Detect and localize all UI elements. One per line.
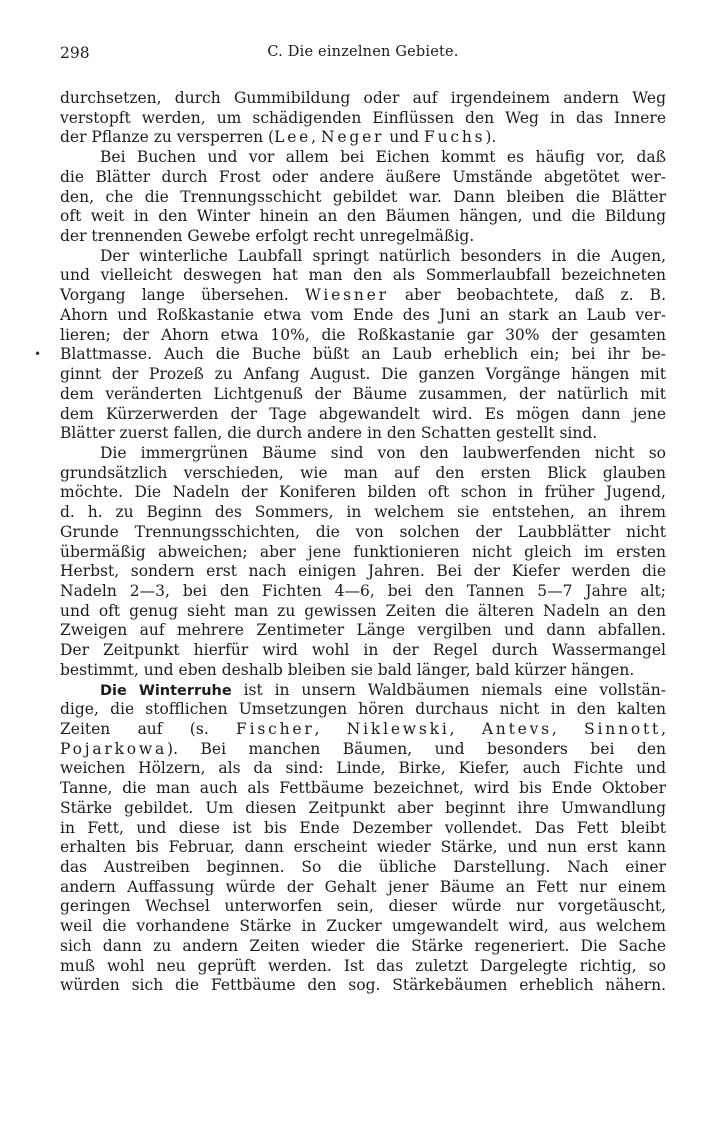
author-name: Niklewski [346,720,450,738]
text-line [60,543,666,563]
text-line [60,917,666,937]
text-run: Zweigen auf mehrere Zentimeter Länge vergilben und dann abfallen. [60,621,666,640]
text-line [60,89,666,109]
author-name: Antevs [481,720,552,738]
text-run: d. h. zu Beginn des Sommers, in welchem sie entstehen, an ihrem [60,503,666,522]
text-run: würden sich die Fettbäume den sog. Stärkebäumen erheblich nähern. [60,976,666,995]
text-run: oft weit in den Winter hinein an den Bäumen hängen, und die Bildung [60,207,666,226]
text-run: und [384,128,425,147]
text-run: weichen Hölzern, als da sind: Linde, Birke, Kiefer, auch Fichte und [60,759,666,778]
text-run: Grunde Trennungsschichten, die von solchen der Laubblätter nicht [60,522,666,541]
text-line [60,858,666,878]
text-line [34,345,666,365]
text-line [60,424,666,444]
text-line [60,503,666,523]
text-run: muß wohl neu geprüft werden. Ist das zuletzt Dargelegte richtig, so [60,956,666,975]
text-line [60,365,666,385]
text-run: Der Zeitpunkt hierfür wird wohl in der Regel durch Wassermangel [60,641,666,660]
body-text [34,89,666,996]
text-run: ginnt der Prozeß zu Anfang August. Die ganzen Vorgänge hängen mit [60,365,666,384]
text-run: , [449,720,482,738]
bold-term: Die Winterruhe [100,682,232,699]
text-run: Stärke gebildet. Um diesen Zeitpunkt aber beginnt ihre Umwandlung [60,798,666,817]
text-run: den, che die Trennungsschicht gebildet war. Dann bleiben die Blätter [60,187,666,206]
text-run: Ahorn und Roßkastanie etwa vom Ende des Juni an stark an Laub ver- [60,305,666,324]
text-line [60,602,666,622]
text-run: und vielleicht deswegen hat man den als Sommerlaubfall bezeichneten [60,266,666,285]
text-line [60,306,666,326]
text-line [60,385,666,405]
book-page [34,44,666,995]
text-run: Bei Buchen und vor allem bei Eichen kommt es häufig vor, daß [100,148,666,167]
running-title: C. Die einzelnen Gebiete. [267,44,459,60]
text-line [60,286,666,306]
text-run: bestimmt, und eben deshalb bleiben sie bald länger, bald kürzer hängen. [60,660,635,679]
text-line [60,779,666,799]
text-line [60,207,666,227]
text-run: erhalten bis Februar, dann erscheint wieder Stärke, und nun erst kann [60,838,666,857]
text-run: Vorgang lange übersehen. [60,286,305,305]
text-run: , [314,720,347,738]
text-line [60,681,666,701]
text-line [60,326,666,346]
text-line [60,897,666,917]
text-run: der trennenden Gewebe erfolgt recht unregelmäßig. [60,227,475,246]
text-line [60,838,666,858]
text-run: Tanne, die man auch als Fettbäume bezeichnet, wird bis Ende Oktober [60,779,666,798]
text-run: die Blätter durch Frost oder andere äußere Umstände abgetötet wer- [60,167,666,186]
text-line [60,483,666,503]
text-line [60,405,666,425]
text-line [60,641,666,661]
author-name: Wiesner [304,286,389,305]
text-run: möchte. Die Nadeln der Koniferen bilden oft schon in früher Jugend, [60,483,666,502]
author-name: Lee [274,128,312,147]
text-run: geringen Wechsel unterworfen sein, dieser würde nur vorgetäuscht, [60,897,666,916]
text-run: verstopft werden, um schädigenden Einflüssen den Weg in das Innere [60,108,666,127]
text-line [60,621,666,641]
text-run: dige, die stofflichen Umsetzungen hören durchaus nicht in den kalten [60,700,666,719]
text-run: , [311,128,322,147]
text-line [60,976,666,996]
text-run: , [551,720,585,738]
text-run: dem veränderten Lichtgenuß der Bäume zusammen, der natürlich mit [60,384,666,403]
text-line [60,799,666,819]
author-name: Fuchs [424,128,486,147]
text-run: das Austreiben beginnen. So die übliche Darstellung. Nach einer [60,858,666,877]
text-run: der Pflanze zu versperren ( [60,128,275,147]
text-run: durchsetzen, durch Gummibildung oder auf irgendeinem andern Weg [60,89,666,107]
page-number: 298 [60,44,90,62]
text-run: und oft genug sieht man zu gewissen Zeiten die älteren Nadeln an den [60,601,666,620]
text-line [60,227,666,247]
text-line [60,464,666,484]
text-line [60,562,666,582]
text-line [60,759,666,779]
text-run: ). Bei manchen Bäumen, und besonders bei den [167,739,666,758]
text-run: , [661,720,666,738]
text-line [60,740,666,760]
author-name: Pojarkowa [60,739,168,758]
text-line [60,661,666,681]
text-run: ). [485,128,497,147]
text-line [60,878,666,898]
text-line [60,523,666,543]
text-run: Nadeln 2—3, bei den Fichten 4—6, bei den Tannen 5—7 Jahre alt; [60,581,666,600]
author-name: Sinnott [584,720,662,738]
text-run: Blätter zuerst fallen, die durch andere in den Schatten gestellt sind. [60,424,598,443]
author-name: Neger [321,128,385,147]
text-line [60,700,666,720]
page-header [60,44,666,70]
text-run: Zeiten auf (s. [60,720,237,738]
text-line [60,168,666,188]
text-run: Der winterliche Laubfall springt natürlich besonders in die Augen, [100,246,666,265]
text-run: grundsätzlich verschieden, wie man auf den ersten Blick glauben [60,463,666,482]
text-run: Herbst, sondern erst nach einigen Jahren. Bei der Kiefer werden die [60,562,666,581]
text-line [60,720,666,740]
text-run: weil die vorhandene Stärke in Zucker umgewandelt wird, aus welchem [60,917,666,936]
text-line [60,819,666,839]
text-line [60,148,666,168]
text-run: lieren; der Ahorn etwa 10%, die Roßkastanie gar 30% der gesamten [60,325,666,344]
text-run: übermäßig abweichen; aber jene funktionieren nicht gleich im ersten [60,542,666,561]
text-run: aber beobachtete, daß z. B. [388,286,666,305]
text-run: in Fett, und diese ist bis Ende Dezember vollendet. Das Fett bleibt [60,818,666,837]
text-line [60,937,666,957]
text-line [60,109,666,129]
text-line [60,188,666,208]
text-line [60,266,666,286]
text-line [60,957,666,977]
text-run: Die immergrünen Bäume sind von den laubwerfenden nicht so [100,443,666,462]
text-run: ist in unsern Waldbäumen niemals eine vollstän- [231,680,666,699]
text-line [60,128,666,148]
text-line [60,582,666,602]
text-run: dem Kürzerwerden der Tage abgewandelt wird. Es mögen dann jene [60,404,666,423]
text-run: Blattmasse. Auch die Buche büßt an Laub erheblich ein; bei ihr be- [60,345,666,364]
text-line [60,444,666,464]
author-name: Fischer [236,720,315,738]
text-run: andern Auffassung würde der Gehalt jener Bäume an Fett nur einem [60,877,666,896]
margin-mark: • [34,347,42,362]
text-run: sich dann zu andern Zeiten wieder die Stärke regeneriert. Die Sache [60,936,666,955]
text-line [60,247,666,267]
